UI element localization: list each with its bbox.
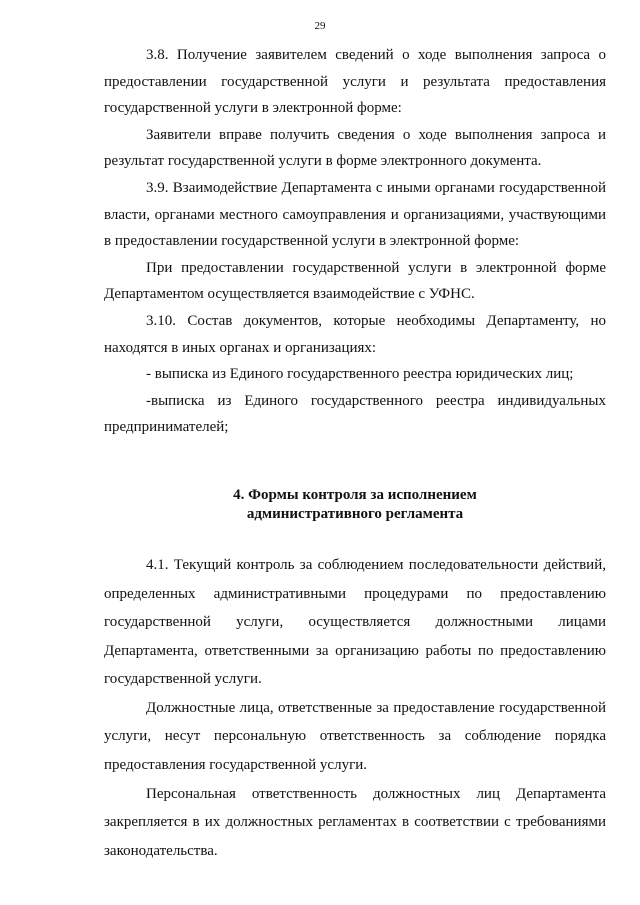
paragraph-3-8-text: Заявители вправе получить сведения о ходе выполнения запроса и результат государственной услуги в форме электронного документа. [104, 126, 606, 170]
section-heading [104, 486, 606, 524]
paragraph-4-1-personal: Персональная ответственность должностных лиц Департамента закрепляется в их должностных регламентах в соответствии с требованиями законодательства. [104, 785, 606, 859]
document-body [104, 42, 606, 865]
section-heading-line: 4. Формы контроля за исполнением [233, 486, 477, 503]
page-number: 29 [314, 20, 326, 32]
paragraph-3-10: 3.10. Состав документов, которые необходимы Департаменту, но находятся в иных органах и организациях: [104, 312, 606, 356]
paragraph-4-1-responsibility: Должностные лица, ответственные за предоставление государственной услуги, несут персональную ответственность за соблюдение порядка предоставления государственной услуги. [104, 699, 606, 774]
paragraph-4-1: 4.1. Текущий контроль за соблюдением последовательности действий, определенных административными процедурами по предоставлению государственной услуги, осуществляется должностными лицами Департамента, ответственными за организацию работы по предоставлению государственной услуги. [104, 556, 606, 688]
paragraph-3-9: 3.9. Взаимодействие Департамента с иными органами государственной власти, органами местного самоуправления и организациями, участвующими в предоставлении государственной услуги в электронной форме: [104, 179, 606, 250]
paragraph-3-8: 3.8. Получение заявителем сведений о ходе выполнения запроса о предоставлении государственной услуги и результата предоставления государственной услуги в электронной форме: [104, 47, 606, 117]
list-item: - выписка из Единого государственного реестра юридических лиц; [146, 366, 574, 383]
paragraph-3-9-text: При предоставлении государственной услуги в электронной форме Департаментом осуществляется взаимодействие с УФНС. [104, 259, 606, 303]
section-heading-line: административного регламента [246, 505, 464, 522]
list-item: -выписка из Единого государственного реестра индивидуальных предпринимателей; [104, 392, 606, 436]
